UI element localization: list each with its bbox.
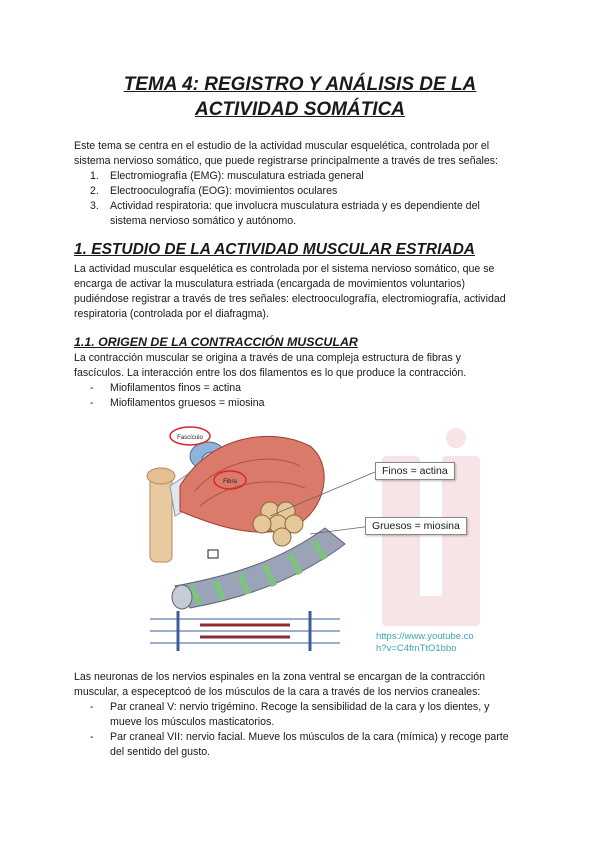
section1-line-3: pudiéndose registrar a través de tres señales: electrooculografía, electromiografía, actividad — [74, 293, 506, 305]
section1-line-4: respiratoria (controlada por el diafragma). — [74, 308, 269, 320]
bullet-dash: - — [90, 382, 94, 394]
muscle-structure-figure — [120, 416, 480, 662]
bullet-dash: - — [90, 731, 94, 743]
section1-line-1: La actividad muscular esquelética es controlada por el sistema nervioso somático, que se — [74, 263, 495, 275]
bullet-item: Miofilamentos finos = actina — [110, 382, 242, 394]
thin-filaments-label: Finos = actina — [375, 462, 455, 480]
bullet-dash: - — [90, 701, 94, 713]
myofibril — [172, 528, 345, 609]
list-item-continuation: sistema nervioso somático y autónomo. — [110, 215, 297, 227]
muscle-diagram-illustration — [120, 416, 480, 662]
list-item: Actividad respiratoria: que involucra musculatura estriada y es dependiente del — [110, 200, 480, 212]
intro-line-2: sistema nervioso somático, que puede registrarse principalmente a través de tres señales: — [74, 155, 498, 167]
bullet-item: Par craneal VII: nervio facial. Mueve los músculos de la cara (mímica) y recoge parte — [110, 731, 509, 743]
thick-filaments-label: Gruesos = miosina — [365, 517, 467, 535]
video-link-line-2[interactable]: h?v=C4fmTtO1bbo — [376, 643, 457, 654]
section1-line-2: encarga de activar la musculatura estriada (encargada de movimientos voluntarios) — [74, 278, 465, 290]
bullet-item-continuation: del sentido del gusto. — [110, 746, 211, 758]
document-title — [70, 72, 530, 122]
nerves-line-2: muscular, a especeptcoó de los músculos de la cara a través de los nervios craneales: — [74, 686, 481, 698]
fascicle-label: Fascículo — [177, 435, 203, 441]
video-link-line-1[interactable]: https://www.youtube.co — [376, 631, 474, 642]
bone-illustration — [147, 468, 175, 562]
nerves-line-1: Las neuronas de los nervios espinales en la zona ventral se encargan de la contracción — [74, 671, 486, 683]
video-link[interactable] — [376, 631, 474, 655]
bullet-item: Par craneal V: nervio trigémino. Recoge la sensibilidad de la cara y los dientes, y — [110, 701, 490, 713]
section-heading-1-1: 1.1. ORIGEN DE LA CONTRACCIÓN MUSCULAR — [74, 335, 358, 349]
bullet-dash: - — [90, 397, 94, 409]
title-line-1: TEMA 4: REGISTRO Y ANÁLISIS DE LA — [123, 74, 477, 95]
section11-line-2: fascículos. La interacción entre los dos filamentos es lo que produce la contracción. — [74, 367, 467, 379]
fiber-label: Fibra — [223, 479, 237, 485]
list-item: Electromiografía (EMG): musculatura estriada general — [110, 170, 364, 182]
list-number: 3. — [90, 200, 99, 212]
section11-line-1: La contracción muscular se origina a través de una compleja estructura de fibras y — [74, 352, 461, 364]
list-item: Electrooculografía (EOG): movimientos oculares — [110, 185, 338, 197]
bullet-item-continuation: mueve los músculos masticatorios. — [110, 716, 275, 728]
title-line-2: ACTIVIDAD SOMÁTICA — [194, 99, 406, 120]
list-number: 1. — [90, 170, 99, 182]
intro-line-1: Este tema se centra en el estudio de la actividad muscular esquelética, controlada por el — [74, 140, 490, 152]
list-number: 2. — [90, 185, 99, 197]
section-heading-1: 1. ESTUDIO DE LA ACTIVIDAD MUSCULAR ESTRIADA — [74, 241, 476, 258]
sarcomere-schematic — [150, 611, 340, 651]
bullet-item: Miofilamentos gruesos = miosina — [110, 397, 265, 409]
